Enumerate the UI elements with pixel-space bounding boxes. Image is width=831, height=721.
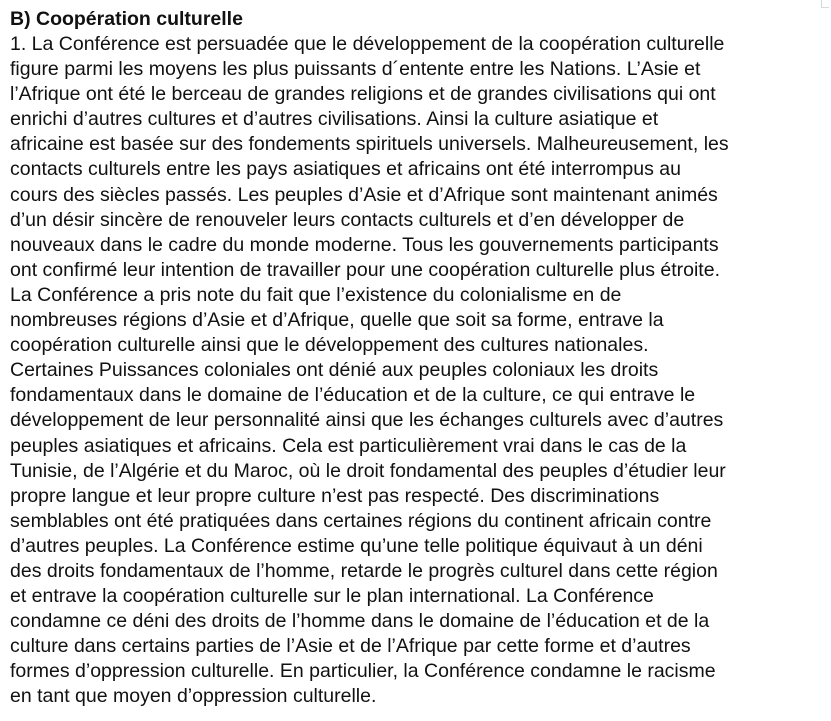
- paragraph: [10, 32, 822, 710]
- text-line: nouveaux dans le cadre du monde moderne. Tous les gouvernements participants: [10, 233, 719, 256]
- text-line: d’un désir sincère de renouveler leurs contacts culturels et d’en développer de: [10, 208, 685, 231]
- text-line: l’Afrique ont été le berceau de grandes religions et de grandes civilisations qui ont: [10, 83, 716, 106]
- text-line: contacts culturels entre les pays asiatiques et africains ont été interrompus au: [10, 158, 681, 181]
- document-body: [10, 7, 822, 710]
- text-line: propre langue et leur propre culture n’est pas respecté. Des discriminations: [10, 484, 660, 507]
- text-line: figure parmi les moyens les plus puissants d´entente entre les Nations. L’Asie et: [10, 58, 701, 81]
- text-line: des droits fondamentaux de l’homme, retarde le progrès culturel dans cette région: [10, 559, 718, 582]
- text-line: Tunisie, de l’Algérie et du Maroc, où le droit fondamental des peuples d’étudier leur: [10, 459, 726, 482]
- page-corner-marker: [821, 0, 829, 8]
- text-line: d’autres peuples. La Conférence estime qu’une telle politique équivaut à un déni: [10, 534, 703, 557]
- text-line: ont confirmé leur intention de travailler pour une coopération culturelle plus étroite.: [10, 258, 720, 281]
- text-line: nombreuses régions d’Asie et d’Afrique, quelle que soit sa forme, entrave la: [10, 309, 664, 332]
- text-line: enrichi d’autres cultures et d’autres civilisations. Ainsi la culture asiatique et: [10, 108, 659, 131]
- text-line: semblables ont été pratiquées dans certaines régions du continent africain contre: [10, 509, 712, 532]
- text-line: fondamentaux dans le domaine de l’éducation et de la culture, ce qui entrave le: [10, 384, 696, 407]
- text-line: peuples asiatiques et africains. Cela est particulièrement vrai dans le cas de la: [10, 434, 687, 457]
- text-line: africaine est basée sur des fondements spirituels universels. Malheureusement, les: [10, 133, 729, 156]
- text-line: formes d’oppression culturelle. En particulier, la Conférence condamne le racisme: [10, 660, 716, 683]
- text-line: La Conférence a pris note du fait que l’existence du colonialisme en de: [10, 283, 622, 306]
- text-line: en tant que moyen d’oppression culturelle.: [10, 685, 377, 708]
- text-line: coopération culturelle ainsi que le développement des cultures nationales.: [10, 334, 649, 357]
- text-line: et entrave la coopération culturelle sur le plan international. La Conférence: [10, 585, 654, 608]
- text-line: culture dans certains parties de l’Asie et de l’Afrique par cette forme et d’autres: [10, 635, 691, 658]
- text-line: Certaines Puissances coloniales ont dénié aux peuples coloniaux les droits: [10, 359, 659, 382]
- text-line: cours des siècles passés. Les peuples d’Asie et d’Afrique sont maintenant animés: [10, 183, 718, 206]
- text-line: développement de leur personnalité ainsi que les échanges culturels avec d’autres: [10, 409, 724, 432]
- section-heading: B) Coopération culturelle: [10, 8, 243, 30]
- text-line: condamne ce déni des droits de l’homme dans le domaine de l’éducation et de la: [10, 610, 710, 633]
- text-line: 1. La Conférence est persuadée que le développement de la coopération culturelle: [10, 33, 725, 55]
